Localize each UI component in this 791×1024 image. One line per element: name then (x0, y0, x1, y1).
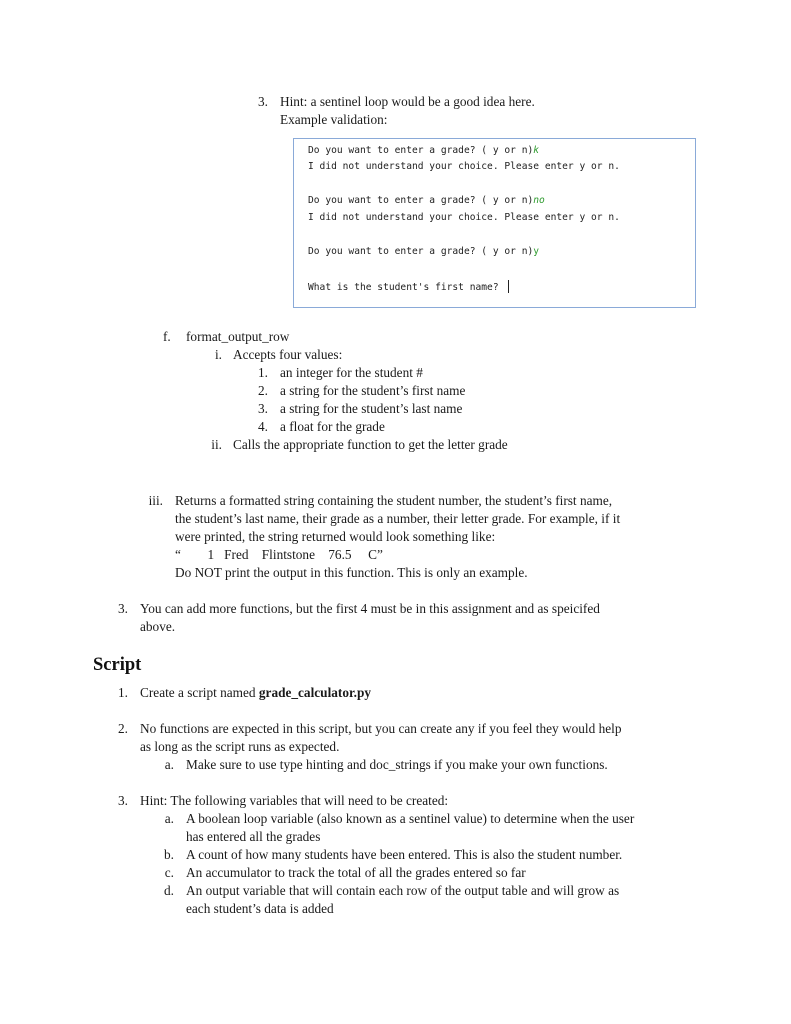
list-number: 3. (118, 601, 128, 616)
value-text: a string for the student’s first name (280, 383, 466, 398)
sub-text: has entered all the grades (186, 829, 321, 844)
item-ii-text: Calls the appropriate function to get the letter grade (233, 437, 508, 452)
value-number: 4. (258, 419, 268, 434)
sub-label: c. (164, 865, 174, 880)
console-line-6 (308, 280, 509, 294)
item-iii-line: Do NOT print the output in this function. This is only an example. (175, 565, 528, 580)
list-number: 3. (118, 793, 128, 808)
console-prompt: Do you want to enter a grade? ( y or n) (308, 145, 534, 156)
sub-label: a. (164, 757, 174, 772)
console-prompt: What is the student's first name? (308, 282, 505, 293)
item-iii-line: the student’s last name, their grade as a number, their letter grade. For example, if it (175, 511, 621, 526)
list-number: 2. (118, 721, 128, 736)
sub-text: An output variable that will contain each row of the output table and will grow as (186, 883, 620, 898)
console-example (293, 138, 696, 308)
value-number: 3. (258, 401, 268, 416)
value-number: 2. (258, 383, 268, 398)
item-ii-label: ii. (211, 437, 222, 452)
sub-label: d. (164, 883, 174, 898)
section-heading-script: Script (93, 655, 142, 675)
list-text: You can add more functions, but the first 4 must be in this assignment and as speicifed (140, 601, 600, 616)
list-text (140, 684, 371, 702)
list-text: No functions are expected in this script, but you can create any if you feel they would help (140, 721, 622, 736)
console-user-input: no (533, 195, 545, 206)
value-number: 1. (258, 365, 268, 380)
console-line-2: I did not understand your choice. Please enter y or n. (308, 161, 620, 172)
item-f-title: format_output_row (186, 329, 290, 344)
text-cursor (508, 280, 509, 293)
hint-number: 3. (258, 94, 268, 109)
list-text: Hint: The following variables that will need to be created: (140, 793, 449, 808)
example-output-row: “ 1 Fred Flintstone 76.5 C” (175, 547, 383, 562)
console-prompt: Do you want to enter a grade? ( y or n) (308, 246, 534, 257)
hint-text: Hint: a sentinel loop would be a good idea here. (280, 94, 535, 109)
list-text: above. (140, 619, 176, 634)
item-iii-line: Returns a formatted string containing the student number, the student’s first name, (175, 493, 613, 508)
console-line-1 (308, 145, 539, 157)
console-user-input: y (533, 246, 540, 257)
value-text: an integer for the student # (280, 365, 423, 380)
console-line-5 (308, 246, 539, 258)
sub-text: Make sure to use type hinting and doc_strings if you make your own functions. (186, 757, 608, 772)
sub-label: b. (164, 847, 174, 862)
item-iii-label: iii. (148, 493, 163, 508)
item-iii-line: were printed, the string returned would look something like: (175, 529, 496, 544)
console-line-4: I did not understand your choice. Please enter y or n. (308, 212, 620, 223)
sub-label: a. (164, 811, 174, 826)
example-validation-label: Example validation: (280, 112, 388, 127)
sub-text: An accumulator to track the total of all the grades entered so far (186, 865, 526, 880)
item-i-text: Accepts four values: (233, 347, 343, 362)
sub-text: A boolean loop variable (also known as a sentinel value) to determine when the user (186, 811, 635, 826)
value-text: a string for the student’s last name (280, 401, 463, 416)
sub-text: A count of how many students have been entered. This is also the student number. (186, 847, 623, 862)
item-f-label: f. (163, 329, 171, 344)
console-line-3 (308, 195, 545, 207)
item-i-label: i. (214, 347, 222, 362)
sub-text: each student’s data is added (186, 901, 334, 916)
list-text: as long as the script runs as expected. (140, 739, 340, 754)
console-user-input: k (533, 145, 540, 156)
console-prompt: Do you want to enter a grade? ( y or n) (308, 195, 534, 206)
script-filename: grade_calculator.py (258, 685, 372, 700)
value-text: a float for the grade (280, 419, 385, 434)
list-text-plain: Create a script named (140, 685, 259, 700)
list-number: 1. (118, 685, 128, 700)
